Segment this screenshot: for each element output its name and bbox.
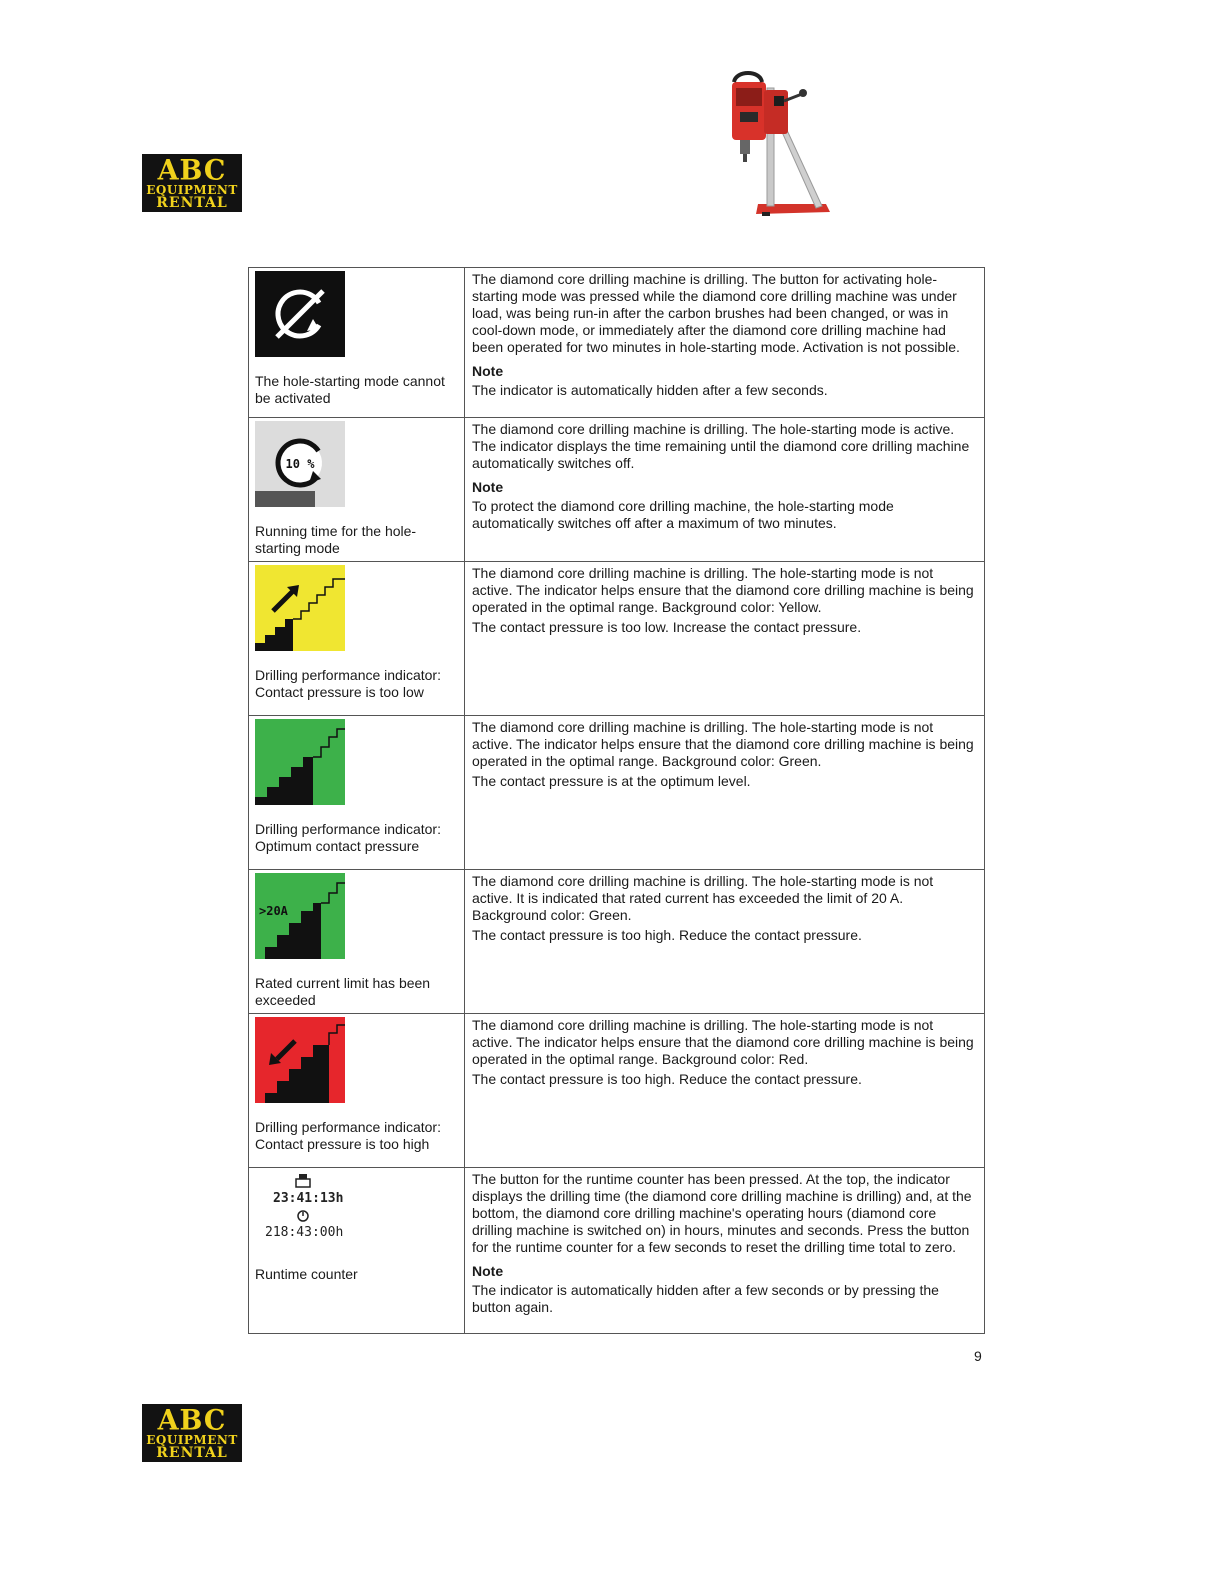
icon-cell xyxy=(249,1168,465,1334)
row-caption: Runtime counter xyxy=(255,1266,358,1282)
logo-text-main: ABC xyxy=(157,153,227,187)
row-caption: Rated current limit has been exceeded xyxy=(255,975,431,1008)
description-cell xyxy=(465,562,985,716)
table-row xyxy=(249,1168,985,1334)
pressure-too-high-icon xyxy=(255,1017,345,1103)
row-description: The diamond core drilling machine is drilling. The hole-starting mode is not active. The indicator helps ensure that the diamond core drilling machine is being operated in the optimal range. Background color: Green. xyxy=(472,719,974,769)
note-text: The indicator is automatically hidden after a few seconds. xyxy=(472,382,828,398)
timer-label: 10 % xyxy=(285,457,315,471)
description-cell xyxy=(465,418,985,562)
row-description: The diamond core drilling machine is drilling. The button for activating hole-starting mode was pressed while the diamond core drilling machine was under load, was being run-in after the carbon brushes had been changed, or was in cool-down mode, or immediately after the diamond core drilling machine had been operated for two minutes in hole-starting mode. Activation is not possible. xyxy=(472,271,960,355)
row-description: The diamond core drilling machine is drilling. The hole-starting mode is not active. It is indicated that rated current has exceeded the limit of 20 A. Background color: Green. xyxy=(472,873,934,923)
row-caption: The hole-starting mode cannot be activated xyxy=(255,373,445,406)
operating-hours: 218:43:00h xyxy=(265,1225,344,1240)
icon-cell xyxy=(249,268,465,418)
table-row xyxy=(249,418,985,562)
note-text: The indicator is automatically hidden after a few seconds or by pressing the button again. xyxy=(472,1282,939,1315)
logo-text-sub2: RENTAL xyxy=(156,194,228,211)
description-cell xyxy=(465,870,985,1014)
icon-cell xyxy=(249,870,465,1014)
pressure-optimum-icon xyxy=(255,719,345,805)
note-heading: Note xyxy=(472,1263,504,1279)
table-row xyxy=(249,562,985,716)
current-label: >20A xyxy=(259,904,288,918)
row-description: The diamond core drilling machine is drilling. The hole-starting mode is not active. The indicator helps ensure that the diamond core drilling machine is being operated in the optimal range. Background color: Yellow. xyxy=(472,565,974,615)
row-description: The button for the runtime counter has been pressed. At the top, the indicator displays the drilling time (the diamond core drilling machine is drilling) and, at the bottom, the diamond core drilling machine's operating hours (diamond core drilling machine is switched on) in hours, minutes and seconds. Press the button for the runtime counter for a few seconds to reset the drilling time total to zero. xyxy=(472,1171,972,1255)
row-extra: The contact pressure is too high. Reduce the contact pressure. xyxy=(472,927,862,943)
pressure-too-low-icon xyxy=(255,565,345,651)
indicator-table xyxy=(248,267,985,1334)
logo-text-main: ABC xyxy=(157,1403,227,1437)
note-heading: Note xyxy=(472,363,504,379)
hole-start-timer-icon xyxy=(255,421,345,507)
company-logo xyxy=(142,154,242,212)
table-row xyxy=(249,870,985,1014)
icon-cell xyxy=(249,716,465,870)
hole-start-disabled-icon xyxy=(255,271,345,357)
logo-text-sub2: RENTAL xyxy=(156,1444,228,1461)
description-cell xyxy=(465,716,985,870)
row-description: The diamond core drilling machine is drilling. The hole-starting mode is not active. The indicator helps ensure that the diamond core drilling machine is being operated in the optimal range. Background color: Red. xyxy=(472,1017,974,1067)
table-row xyxy=(249,268,985,418)
company-logo-footer xyxy=(142,1404,242,1462)
table-row xyxy=(249,1014,985,1168)
runtime-counter-icon xyxy=(255,1171,375,1257)
logo-text-sub: EQUIPMENT xyxy=(146,1432,238,1447)
row-extra: The contact pressure is at the optimum level. xyxy=(472,773,751,789)
current-limit-icon xyxy=(255,873,345,959)
drill-time: 23:41:13h xyxy=(273,1191,344,1206)
description-cell xyxy=(465,1014,985,1168)
row-caption: Drilling performance indicator: Contact pressure is too high xyxy=(255,1119,441,1152)
icon-cell xyxy=(249,1014,465,1168)
row-extra: The contact pressure is too low. Increase the contact pressure. xyxy=(472,619,862,635)
row-caption: Drilling performance indicator: Contact pressure is too low xyxy=(255,667,441,700)
logo-text-sub: EQUIPMENT xyxy=(146,182,238,197)
icon-cell xyxy=(249,562,465,716)
note-heading: Note xyxy=(472,479,504,495)
row-caption: Drilling performance indicator: Optimum contact pressure xyxy=(255,821,441,854)
page-number: 9 xyxy=(974,1348,982,1364)
description-cell xyxy=(465,1168,985,1334)
row-description: The diamond core drilling machine is drilling. The hole-starting mode is active. The indicator displays the time remaining until the diamond core drilling machine automatically switches off. xyxy=(472,421,970,471)
core-drill-photo xyxy=(726,68,832,218)
note-text: To protect the diamond core drilling machine, the hole-starting mode automatically switches off after a maximum of two minutes. xyxy=(472,498,894,531)
row-extra: The contact pressure is too high. Reduce the contact pressure. xyxy=(472,1071,862,1087)
icon-cell xyxy=(249,418,465,562)
description-cell xyxy=(465,268,985,418)
row-caption: Running time for the hole-starting mode xyxy=(255,523,417,556)
table-row xyxy=(249,716,985,870)
